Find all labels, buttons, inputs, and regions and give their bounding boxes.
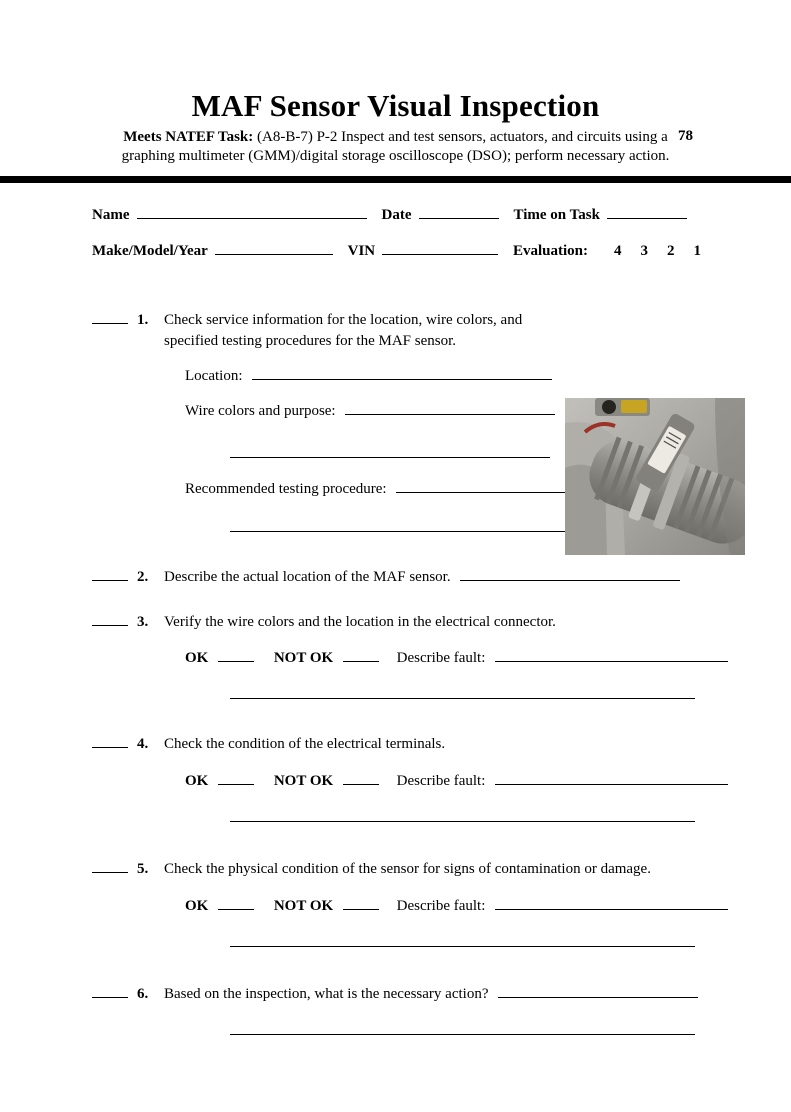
item-3-ok-blank <box>218 648 254 662</box>
item-5-cont-blank <box>230 933 695 947</box>
item-4-cont-blank <box>230 808 695 822</box>
wire-colors-blank <box>345 401 555 415</box>
natef-task-label: Meets NATEF Task: <box>123 129 254 145</box>
item-3-cont-field <box>230 685 791 704</box>
make-model-year-label: Make/Model/Year <box>92 243 208 260</box>
item-4-number: 4. <box>137 736 149 753</box>
time-on-task-blank <box>607 205 687 219</box>
student-info-section <box>92 205 701 260</box>
item-5-not-ok-label: NOT OK <box>273 897 334 914</box>
item-4-ok-blank <box>218 771 254 785</box>
natef-task-text: (A8-B-7) P-2 Inspect and test sensors, actuators, and circuits using a graphing multimeter (GMM)/digital storage oscilloscope (DSO); perform necessary action. <box>121 129 670 165</box>
item-3-fault-blank <box>495 648 728 662</box>
wire-colors-cont-blank <box>230 444 550 458</box>
page-number: 78 <box>678 128 693 144</box>
item-3-fault-label: Describe fault: <box>396 650 486 667</box>
item-4-ok-row <box>185 771 791 790</box>
score-blank-2 <box>92 567 128 581</box>
item-5-fault-blank <box>495 896 728 910</box>
item-5-number: 5. <box>137 861 149 878</box>
item-5-not-ok-blank <box>343 896 379 910</box>
item-4-fault-label: Describe fault: <box>396 773 486 790</box>
item-3-not-ok-blank <box>343 648 379 662</box>
item-4-text: Check the condition of the electrical terminals. <box>164 736 446 753</box>
item-6-blank <box>498 984 698 998</box>
info-row-1 <box>92 205 701 224</box>
item-5 <box>92 859 791 952</box>
location-blank <box>252 366 552 380</box>
item-5-text: Check the physical condition of the sensor for signs of contamination or damage. <box>164 861 651 878</box>
wire-colors-label: Wire colors and purpose: <box>185 402 336 419</box>
item-5-ok-row <box>185 896 791 915</box>
score-blank-1 <box>92 310 128 324</box>
procedure-label: Recommended testing procedure: <box>185 480 387 497</box>
vin-label: VIN <box>347 243 376 260</box>
evaluation-score-2: 2 <box>667 243 675 260</box>
item-2-text: Describe the actual location of the MAF sensor. <box>164 568 451 585</box>
item-2 <box>92 567 791 586</box>
info-row-2 <box>92 241 701 260</box>
score-blank-4 <box>92 734 128 748</box>
divider-rule <box>0 176 791 183</box>
worksheet-page <box>0 88 791 1112</box>
evaluation-score-3: 3 <box>640 243 648 260</box>
score-blank-3 <box>92 612 128 626</box>
item-5-fault-label: Describe fault: <box>396 897 486 914</box>
name-blank <box>137 205 367 219</box>
date-blank <box>419 205 499 219</box>
item-5-ok-label: OK <box>185 897 209 914</box>
score-blank-6 <box>92 984 128 998</box>
natef-task-line <box>96 128 696 166</box>
evaluation-score-4: 4 <box>614 243 622 260</box>
item-4 <box>92 734 791 827</box>
name-label: Name <box>92 207 130 224</box>
item-4-not-ok-blank <box>343 771 379 785</box>
item-3-ok-row <box>185 648 791 667</box>
item-1-text: Check service information for the location, wire colors, and specified testing procedures for the MAF sensor. <box>164 312 523 350</box>
item-5-cont-field <box>230 933 791 952</box>
location-field <box>185 366 791 385</box>
item-4-fault-blank <box>495 771 728 785</box>
item-2-number: 2. <box>137 568 149 585</box>
time-on-task-label: Time on Task <box>513 207 600 224</box>
item-1-number: 1. <box>137 312 149 329</box>
item-3-cont-blank <box>230 685 695 699</box>
score-blank-5 <box>92 859 128 873</box>
item-4-cont-field <box>230 808 791 827</box>
item-2-blank <box>460 567 680 581</box>
make-model-year-blank <box>215 241 333 255</box>
vin-blank <box>382 241 498 255</box>
item-6 <box>92 984 791 1040</box>
item-3-ok-label: OK <box>185 650 209 667</box>
item-3-number: 3. <box>137 613 149 630</box>
date-label: Date <box>381 207 412 224</box>
maf-sensor-photo <box>565 398 745 555</box>
item-3 <box>92 612 791 705</box>
item-6-number: 6. <box>137 985 149 1002</box>
worksheet-title: MAF Sensor Visual Inspection <box>191 88 600 123</box>
item-5-ok-blank <box>218 896 254 910</box>
item-6-cont-blank <box>230 1021 695 1035</box>
evaluation-label: Evaluation: <box>512 243 588 260</box>
location-label: Location: <box>185 367 243 384</box>
item-6-text: Based on the inspection, what is the necessary action? <box>164 985 489 1002</box>
item-3-not-ok-label: NOT OK <box>273 650 334 667</box>
item-3-text: Verify the wire colors and the location in the electrical connector. <box>164 613 556 630</box>
item-4-ok-label: OK <box>185 773 209 790</box>
evaluation-score-1: 1 <box>693 243 701 260</box>
item-4-not-ok-label: NOT OK <box>273 773 334 790</box>
